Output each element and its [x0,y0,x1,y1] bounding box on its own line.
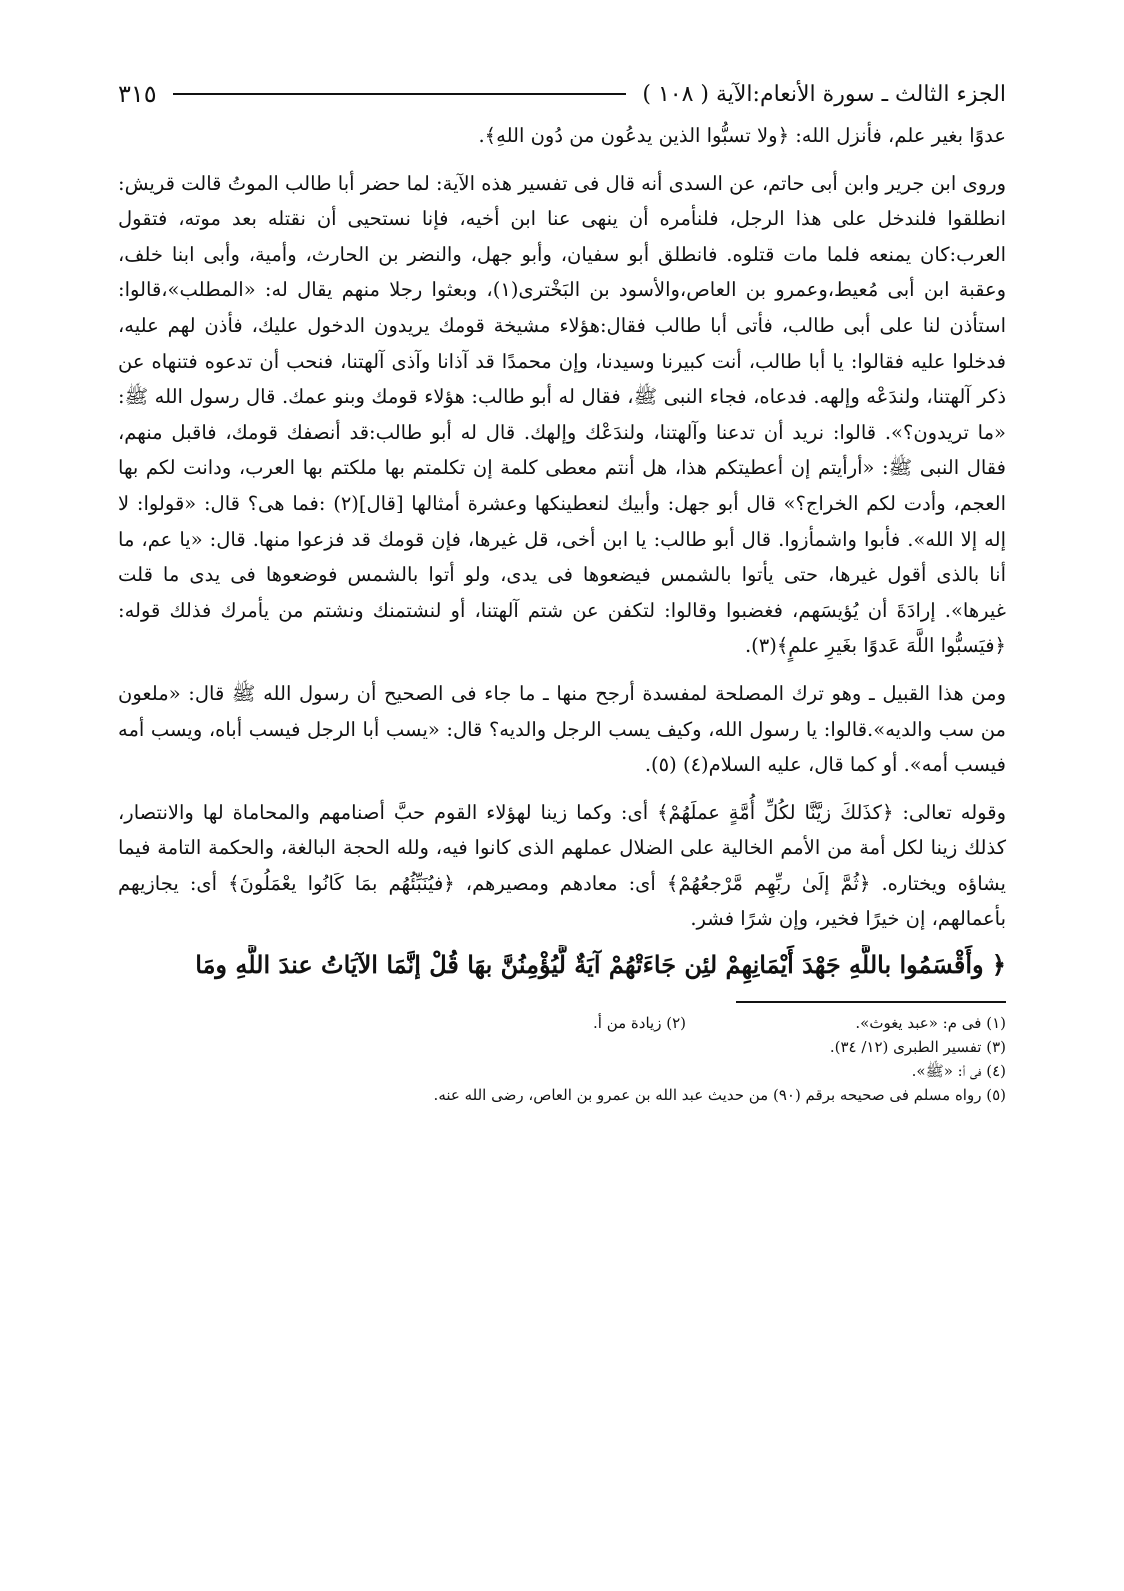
footnote-5: (٥) رواه مسلم فى صحيحه برقم (٩٠) من حديث عبد الله بن عمرو بن العاص، رضى الله عنه. [433,1086,1006,1105]
footnote-2: (٢) زيادة من أ. [593,1014,686,1033]
footnote-1: (١) فى م: «عبد يغوث». [855,1014,1006,1033]
footnote-rule [736,1001,1006,1003]
spacer [118,154,1006,166]
spacer [118,664,1006,676]
paragraph-4: وقوله تعالى: ﴿كذَلكَ زيَّنَّا لكُلِّ أُمَّةٍ عملَهُمْ﴾ أى: وكما زينا لهؤلاء القوم حبَّ أصنامهم والمحاماة لها والانتصار، كذلك زينا لكل أمة من الأمم الخالية على الضلال عملهم الذى كانوا فيه، ولله الحجة البالغة، والحكمة التامة فيما يشاؤه ويختاره. ﴿ثُمَّ إلَىٰ ربِّهِم مَّرْجعُهُمْ﴾ أى: معادهم ومصيرهم، ﴿فيُنَبِّئُهُم بمَا كَانُوا يعْمَلُونَ﴾ أى: يجازيهم بأعمالهم، إن خيرًا فخير، وإن شرًا فشر. [118,800,1006,931]
header-rule [173,93,627,95]
paragraph-3: ومن هذا القبيل ـ وهو ترك المصلحة لمفسدة أرجح منها ـ ما جاء فى الصحيح أن رسول الله ﷺ قال: «ملعون من سب والديه».قالوا: يا رسول الله، وكيف يسب الرجل والديه؟ قال: «يسب أبا الرجل فيسب أباه، ويسب أمه فيسب أمه». أو كما قال، عليه السلام(٤) (٥). [118,681,1006,777]
quran-verse: ﴿ وأَقْسَمُوا باللَّهِ جَهْدَ أَيْمَانِهِمْ لئِن جَاءَتْهُمْ آيَةٌ لَّيُؤْمِنُنَّ بهَا قُلْ إنَّمَا الآيَاتُ عندَ اللَّهِ ومَا [195,950,1006,980]
book-page [118,70,1006,1107]
paragraph-2: وروى ابن جرير وابن أبى حاتم، عن السدى أنه قال فى تفسير هذه الآية: لما حضر أبا طالب الموتُ قالت قريش: انطلقوا فلندخل على هذا الرجل، فلنأمره أن ينهى عنا ابن أخيه، فإنا نستحيى أن نقتله بعد موته، فتقول العرب:كان يمنعه فلما مات قتلوه. فانطلق أبو سفيان، وأبو جهل، والنضر بن الحارث، وأمية، وأبى ابنا خلف، وعقبة ابن أبى مُعيط،وعمرو بن العاص،والأسود بن البَخْترى(١)، وبعثوا رجلا منهم يقال له: «المطلب»،قالوا: استأذن لنا على أبى طالب، فأتى أبا طالب فقال:هؤلاء مشيخة قومك يريدون الدخول عليك، فأذن لهم عليه، فدخلوا عليه فقالوا: يا أبا طالب، أنت كبيرنا وسيدنا، وإن محمدًا قد آذانا وآذى آلهتنا، فنحب أن تدعوه فتنهاه عن ذكر آلهتنا، ولندَعْه وإلهه. فدعاه، فجاء النبى ﷺ، فقال له أبو طالب: هؤلاء قومك وبنو عمك. قال رسول الله ﷺ: «ما تريدون؟». قالوا: نريد أن تدعنا وآلهتنا، ولندَعْك وإلهك. قال له أبو طالب:قد أنصفك قومك، فاقبل منهم، فقال النبى ﷺ: «أرأيتم إن أعطيتكم هذا، هل أنتم معطى كلمة إن تكلمتم بها ملكتم بها العرب، ودانت لكم بها العجم، وأدت لكم الخراج؟» قال أبو جهل: وأبيك لنعطينكها وعشرة أمثالها [قال](٢) :فما هى؟ قال: «قولوا: لا إله إلا الله». فأبوا واشمأزوا. قال أبو طالب: يا ابن أخى، قل غيرها، فإن قومك قد فزعوا منها. قال: «يا عم، ما أنا بالذى أقول غيرها، حتى يأتوا بالشمس فيضعوها فى يدى، ولو أتوا بالشمس فوضعوها فى يدى ما قلت غيرها». إرادَةَ أن يُؤيسَهم، فغضبوا وقالوا: لتكفن عن شتم آلهتنا، أو لنشتمنك ونشتم من يأمرك فذلك قوله: ﴿فيَسبُّوا اللَّهَ عَدوًا بغَيرِ علمٍ﴾(٣). [118,171,1007,658]
paragraph-1: عدوًا بغير علم، فأنزل الله: ﴿ولا تسبُّوا الذين يدعُون من دُون اللهِ﴾. [478,124,1006,147]
footnote-4: (٤) فى أ: «ﷺ». [911,1062,1006,1081]
footnote-row [118,1011,1006,1035]
running-header [118,70,1006,118]
footnotes [118,1011,1006,1107]
spacer [118,783,1006,795]
footnote-3: (٣) تفسير الطبرى (١٢/ ٣٤). [829,1038,1006,1057]
page-number: ٣١٥ [118,80,157,108]
header-title: الجزء الثالث ـ سورة الأنعام:الآية ( ١٠٨ ) [642,81,1006,107]
